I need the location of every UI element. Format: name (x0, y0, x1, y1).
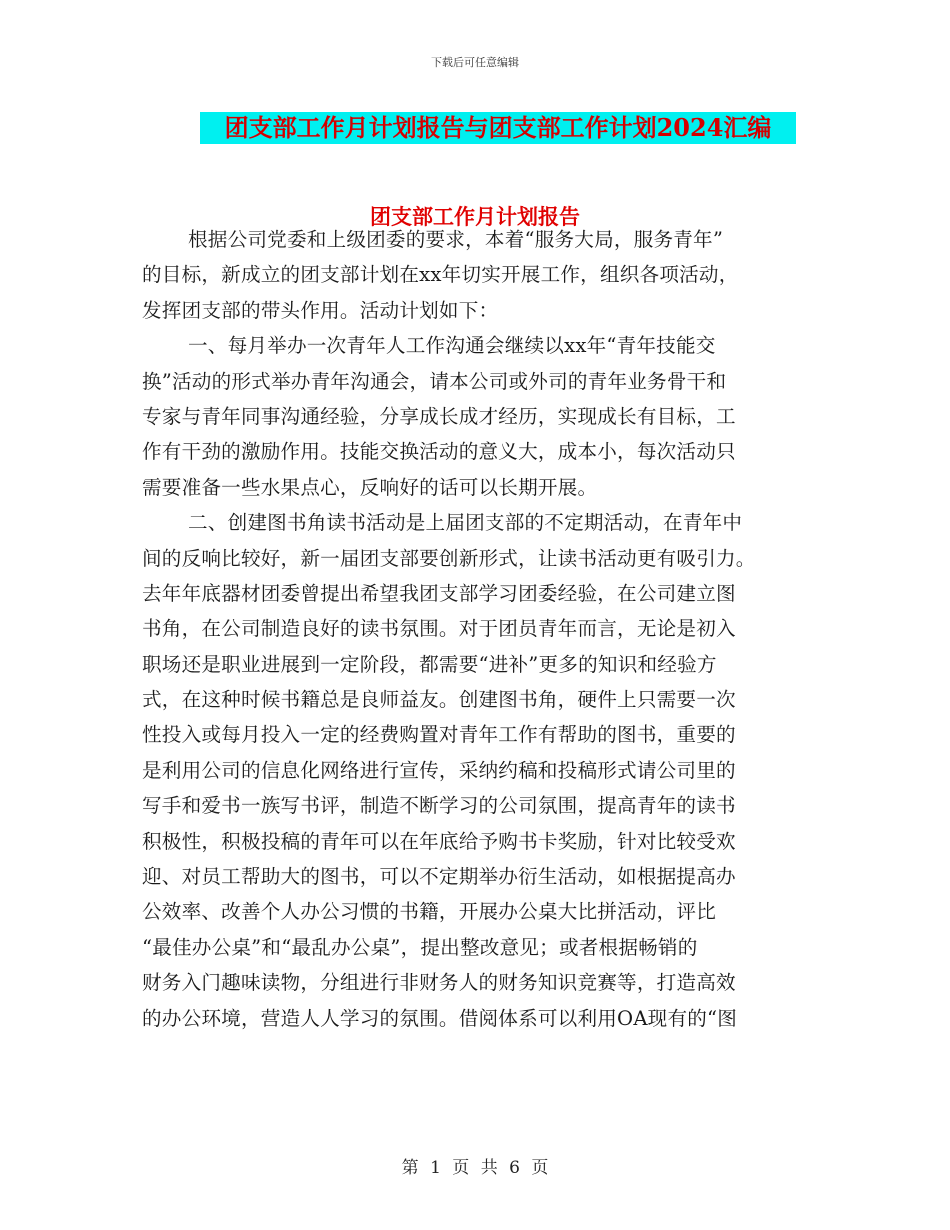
body-line: 式，在这种时候书籍总是良师益友。创建图书角，硬件上只需要一次 (142, 688, 736, 712)
section-title: 团支部工作月计划报告 (370, 204, 580, 229)
body-line: 性投入或每月投入一定的经费购置对青年工作有帮助的图书，重要的 (142, 723, 736, 747)
body-line: 是利用公司的信息化网络进行宣传，采纳约稿和投稿形式请公司里的 (142, 758, 736, 782)
body-line: 专家与青年同事沟通经验，分享成长成才经历，实现成长有目标，工 (142, 404, 736, 428)
page-footer: 第 1 页 共 6 页 (401, 1158, 549, 1178)
body-line: 去年年底器材团委曾提出希望我团支部学习团委经验，在公司建立图 (142, 581, 736, 605)
body-line: 财务入门趣味读物，分组进行非财务人的财务知识竞赛等，打造高效 (142, 971, 736, 995)
body-line: 间的反响比较好，新一届团支部要创新形式，让读书活动更有吸引力。 (142, 546, 756, 570)
body-line: 换”活动的形式举办青年沟通会，请本公司或外司的青年业务骨干和 (142, 369, 727, 393)
body-line: 积极性，积极投稿的青年可以在年底给予购书卡奖励，针对比较受欢 (142, 829, 736, 853)
body-line: “最佳办公桌”和“最乱办公桌”，提出整改意见；或者根据畅销的 (142, 935, 698, 959)
body-line: 迎、对员工帮助大的图书，可以不定期举办衍生活动，如根据提高办 (142, 865, 736, 889)
body-line: 二、创建图书角读书活动是上届团支部的不定期活动，在青年中 (188, 511, 743, 535)
body-line: 书角，在公司制造良好的读书氛围。对于团员青年而言，无论是初入 (142, 617, 736, 641)
body-line: 公效率、改善个人办公习惯的书籍，开展办公桌大比拼活动，评比 (142, 900, 717, 924)
body-line: 发挥团支部的带头作用。活动计划如下： (142, 298, 499, 322)
body-line: 作有干劲的激励作用。技能交换活动的意义大，成本小，每次活动只 (142, 440, 736, 464)
body-text (142, 222, 810, 1036)
body-line: 的目标，新成立的团支部计划在xx年切实开展工作，组织各项活动， (142, 263, 739, 287)
body-line: 的办公环境，营造人人学习的氛围。借阅体系可以利用OA现有的“图 (142, 1006, 738, 1030)
body-line: 根据公司党委和上级团委的要求，本着“服务大局，服务青年” (188, 228, 724, 251)
body-line: 一、每月举办一次青年人工作沟通会继续以xx年“青年技能交 (188, 334, 716, 358)
header-note: 下载后可任意编辑 (431, 56, 519, 69)
body-line: 职场还是职业进展到一定阶段，都需要“进补”更多的知识和经验方 (142, 652, 717, 676)
body-line: 写手和爱书一族写书评，制造不断学习的公司氛围，提高青年的读书 (142, 794, 736, 818)
body-line: 需要准备一些水果点心，反响好的话可以长期开展。 (142, 475, 598, 499)
document-title: 团支部工作月计划报告与团支部工作计划2024汇编 (200, 112, 796, 144)
